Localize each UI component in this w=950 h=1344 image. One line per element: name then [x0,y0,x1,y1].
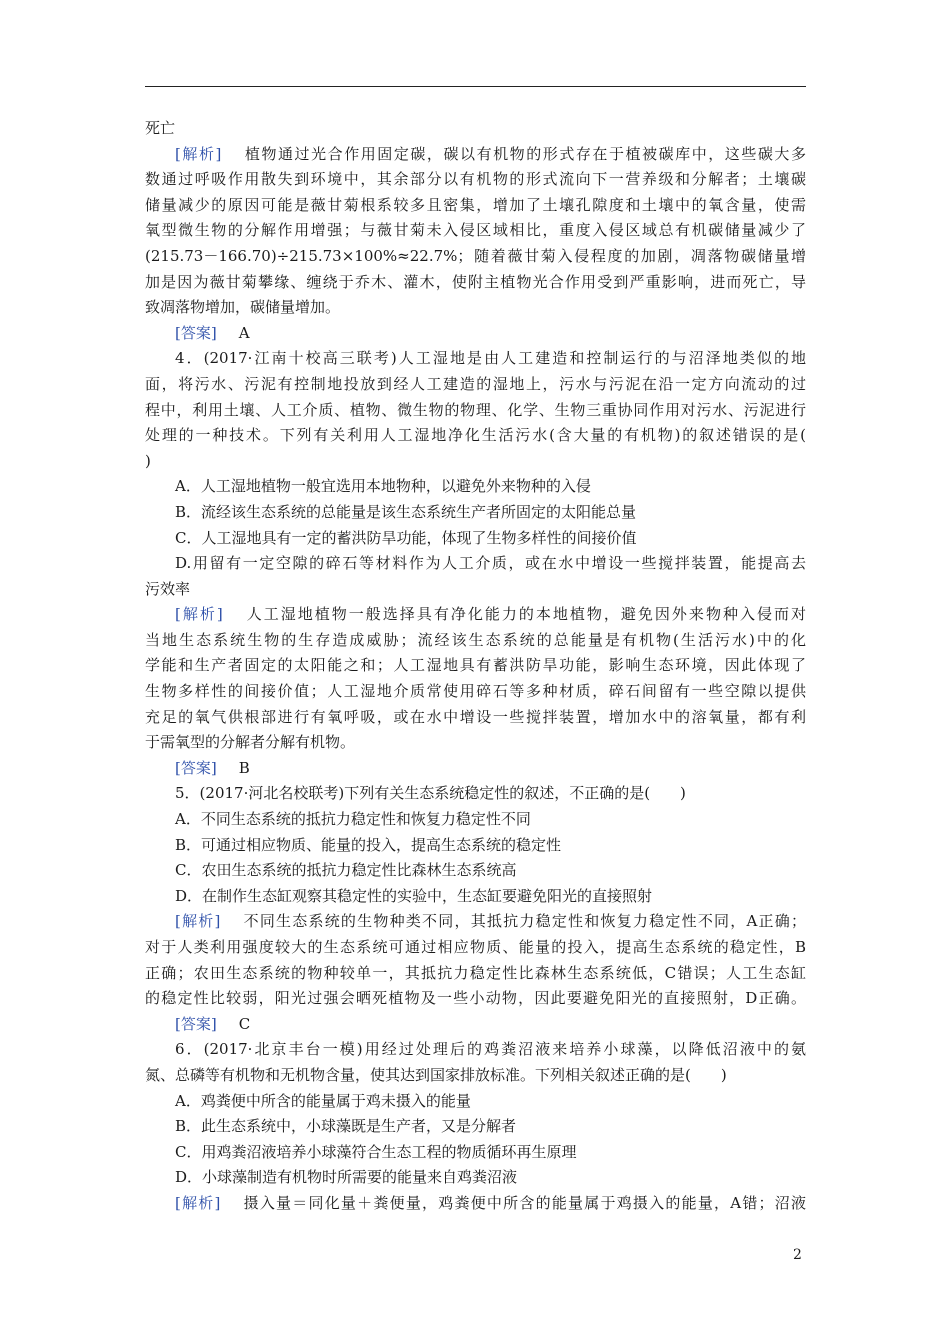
line-text: 储量减少的原因可能是薇甘菊根系较多且密集，增加了土壤孔隙度和土壤中的氧含量，使需 [145,195,806,214]
line-text: 致凋落物增加，碳储量增加。 [145,298,341,317]
line-text: A．人工湿地植物一般宜选用本地物种，以避免外来物种的入侵 [175,477,591,496]
text-line [145,961,806,987]
line-text: 氧型微生物的分解作用增强；与薇甘菊未入侵区域相比，重度入侵区域总有机碳储量减少了 [145,221,806,240]
line-text: 对于人类利用强度较大的生态系统可通过相应物质、能量的投入，提高生态系统的稳定性，B [145,938,806,956]
line-text: 学能和生产者固定的太阳能之和；人工湿地具有蓄洪防旱功能，影响生态环境，因此体现了 [145,656,806,675]
line-text: B．流经该生态系统的总能量是该生态系统生产者所固定的太阳能总量 [175,502,637,521]
line-text: 处理的一种技术。下列有关利用人工湿地净化生活污水(含大量的有机物)的叙述错误的是( [145,426,806,445]
text-line [145,1114,806,1140]
text-line [145,167,806,193]
line-text: 充足的氧气供根部进行有氧呼吸，或在水中增设一些搅拌装置，增加水中的溶氧量，都有利 [145,707,806,726]
text-line [145,474,806,500]
text-line [145,730,806,756]
line-text: 生物多样性的间接价值；人工湿地介质常使用碎石等多种材质，碎石间留有一些空隙以提供 [145,682,806,701]
text-line [145,500,806,526]
line-text: 正确；农田生态系统的物种较单一，其抵抗力稳定性比森林生态系统低，C错误；人工生态缸 [145,963,806,982]
line-text: 6．(2017·北京丰台一模)用经过处理后的鸡粪沼液来培养小球藻，以降低沼液中的氨 [175,1040,806,1059]
header-rule [145,86,806,87]
text-line [145,193,806,219]
line-text: ) [145,451,151,470]
text-line [145,1140,806,1166]
text-line [145,679,806,705]
text-line [145,935,806,961]
text-line [145,551,806,577]
text-line [145,628,806,654]
line-text: 人工湿地植物一般选择具有净化能力的本地植物，避免因外来物种入侵而对 [244,605,806,624]
text-line [145,142,806,168]
line-text: 程中，利用土壤、人工介质、植物、微生物的物理、化学、生物三重协同作用对污水、污泥进行 [145,400,806,419]
line-text: B．可通过相应物质、能量的投入，提高生态系统的稳定性 [175,835,562,854]
text-line [145,705,806,731]
text-line [145,781,806,807]
line-text: 的稳定性比较弱，阳光过强会晒死植物及一些小动物，因此要避免阳光的直接照射，D正确。 [145,989,806,1008]
line-text: (215.73－166.70)÷215.73×100%≈22.7%；随着薇甘菊入侵程度的加剧，凋落物碳储量增 [145,246,806,265]
text-line [145,270,806,296]
line-text: 加是因为薇甘菊攀缘、缠绕于乔木、灌木，使附主植物光合作用受到严重影响，进而死亡，导 [145,272,806,291]
text-line [145,1165,806,1191]
line-text: 4．(2017·江南十校高三联考)人工湿地是由人工建造和控制运行的与沼泽地类似的地 [175,349,806,368]
text-line [145,653,806,679]
line-text: D．在制作生态缸观察其稳定性的实验中，生态缸要避免阳光的直接照射 [175,886,653,905]
text-line [145,423,806,449]
text-line [145,1012,806,1038]
text-line [145,1037,806,1063]
text-line [145,526,806,552]
text-line [145,218,806,244]
text-line [145,1089,806,1115]
analysis-label: [解析] [175,144,222,163]
answer-label: [答案] [175,758,217,777]
page-number: 2 [793,1247,802,1263]
text-line [145,756,806,782]
text-line [145,986,806,1012]
line-text: 植物通过光合作用固定碳，碳以有机物的形式存在于植被碳库中，这些碳大多 [243,144,806,163]
line-text: 面，将污水、污泥有控制地投放到经人工建造的湿地上，污水与污泥在沿一定方向流动的过 [145,374,806,393]
text-line [145,295,806,321]
text-line [145,909,806,935]
text-line [145,398,806,424]
text-line [145,1191,806,1217]
analysis-label: [解析] [175,605,223,624]
line-text: 污效率 [145,579,191,598]
line-text: C [238,1014,251,1033]
text-line [145,449,806,475]
answer-label: [答案] [175,323,217,342]
text-line [145,372,806,398]
line-text: A [238,323,250,342]
line-text: 数通过呼吸作用散失到环境中，其余部分以有机物的形式流向下一营养级和分解者；土壤碳 [145,170,806,189]
document-body [145,116,806,1217]
line-text: 5．(2017·河北名校联考)下列有关生态系统稳定性的叙述，不正确的是( ) [175,784,686,803]
line-text: D.用留有一定空隙的碎石等材料作为人工介质，或在水中增设一些搅拌装置，能提高去 [175,554,806,573]
line-text: 摄入量＝同化量＋粪便量，鸡粪便中所含的能量属于鸡摄入的能量，A错；沼液 [242,1193,806,1212]
analysis-label: [解析] [175,1193,221,1212]
line-text: 于需氧型的分解者分解有机物。 [145,733,356,752]
analysis-label: [解析] [175,912,221,931]
line-text: 不同生态系统的生物种类不同，其抵抗力稳定性和恢复力稳定性不同，A正确； [242,912,806,931]
text-line [145,346,806,372]
line-text: C．用鸡粪沼液培养小球藻符合生态工程的物质循环再生原理 [175,1142,577,1161]
line-text: 当地生态系统生物的生存造成威胁；流经该生态系统的总能量是有机物(生活污水)中的化 [145,630,806,649]
text-line [145,321,806,347]
text-line [145,858,806,884]
line-text: C．人工湿地具有一定的蓄洪防旱功能，体现了生物多样性的间接价值 [175,528,637,547]
text-line [145,1063,806,1089]
text-line [145,833,806,859]
line-text: 氮、总磷等有机物和无机物含量，使其达到国家排放标准。下列相关叙述正确的是( ) [145,1065,727,1084]
text-line [145,807,806,833]
text-line [145,884,806,910]
line-text: B [238,758,250,777]
answer-label: [答案] [175,1014,217,1033]
text-line [145,244,806,270]
line-text: 死亡 [145,119,176,137]
line-text: D．小球藻制造有机物时所需要的能量来自鸡粪沼液 [175,1168,518,1187]
line-text: A．不同生态系统的抵抗力稳定性和恢复力稳定性不同 [175,810,531,829]
text-line [145,577,806,603]
line-text: B．此生态系统中，小球藻既是生产者，又是分解者 [175,1117,517,1136]
line-text: A．鸡粪便中所含的能量属于鸡未摄入的能量 [175,1091,471,1110]
text-line [145,602,806,628]
line-text: C．农田生态系统的抵抗力稳定性比森林生态系统高 [175,861,517,880]
text-line [145,116,806,142]
